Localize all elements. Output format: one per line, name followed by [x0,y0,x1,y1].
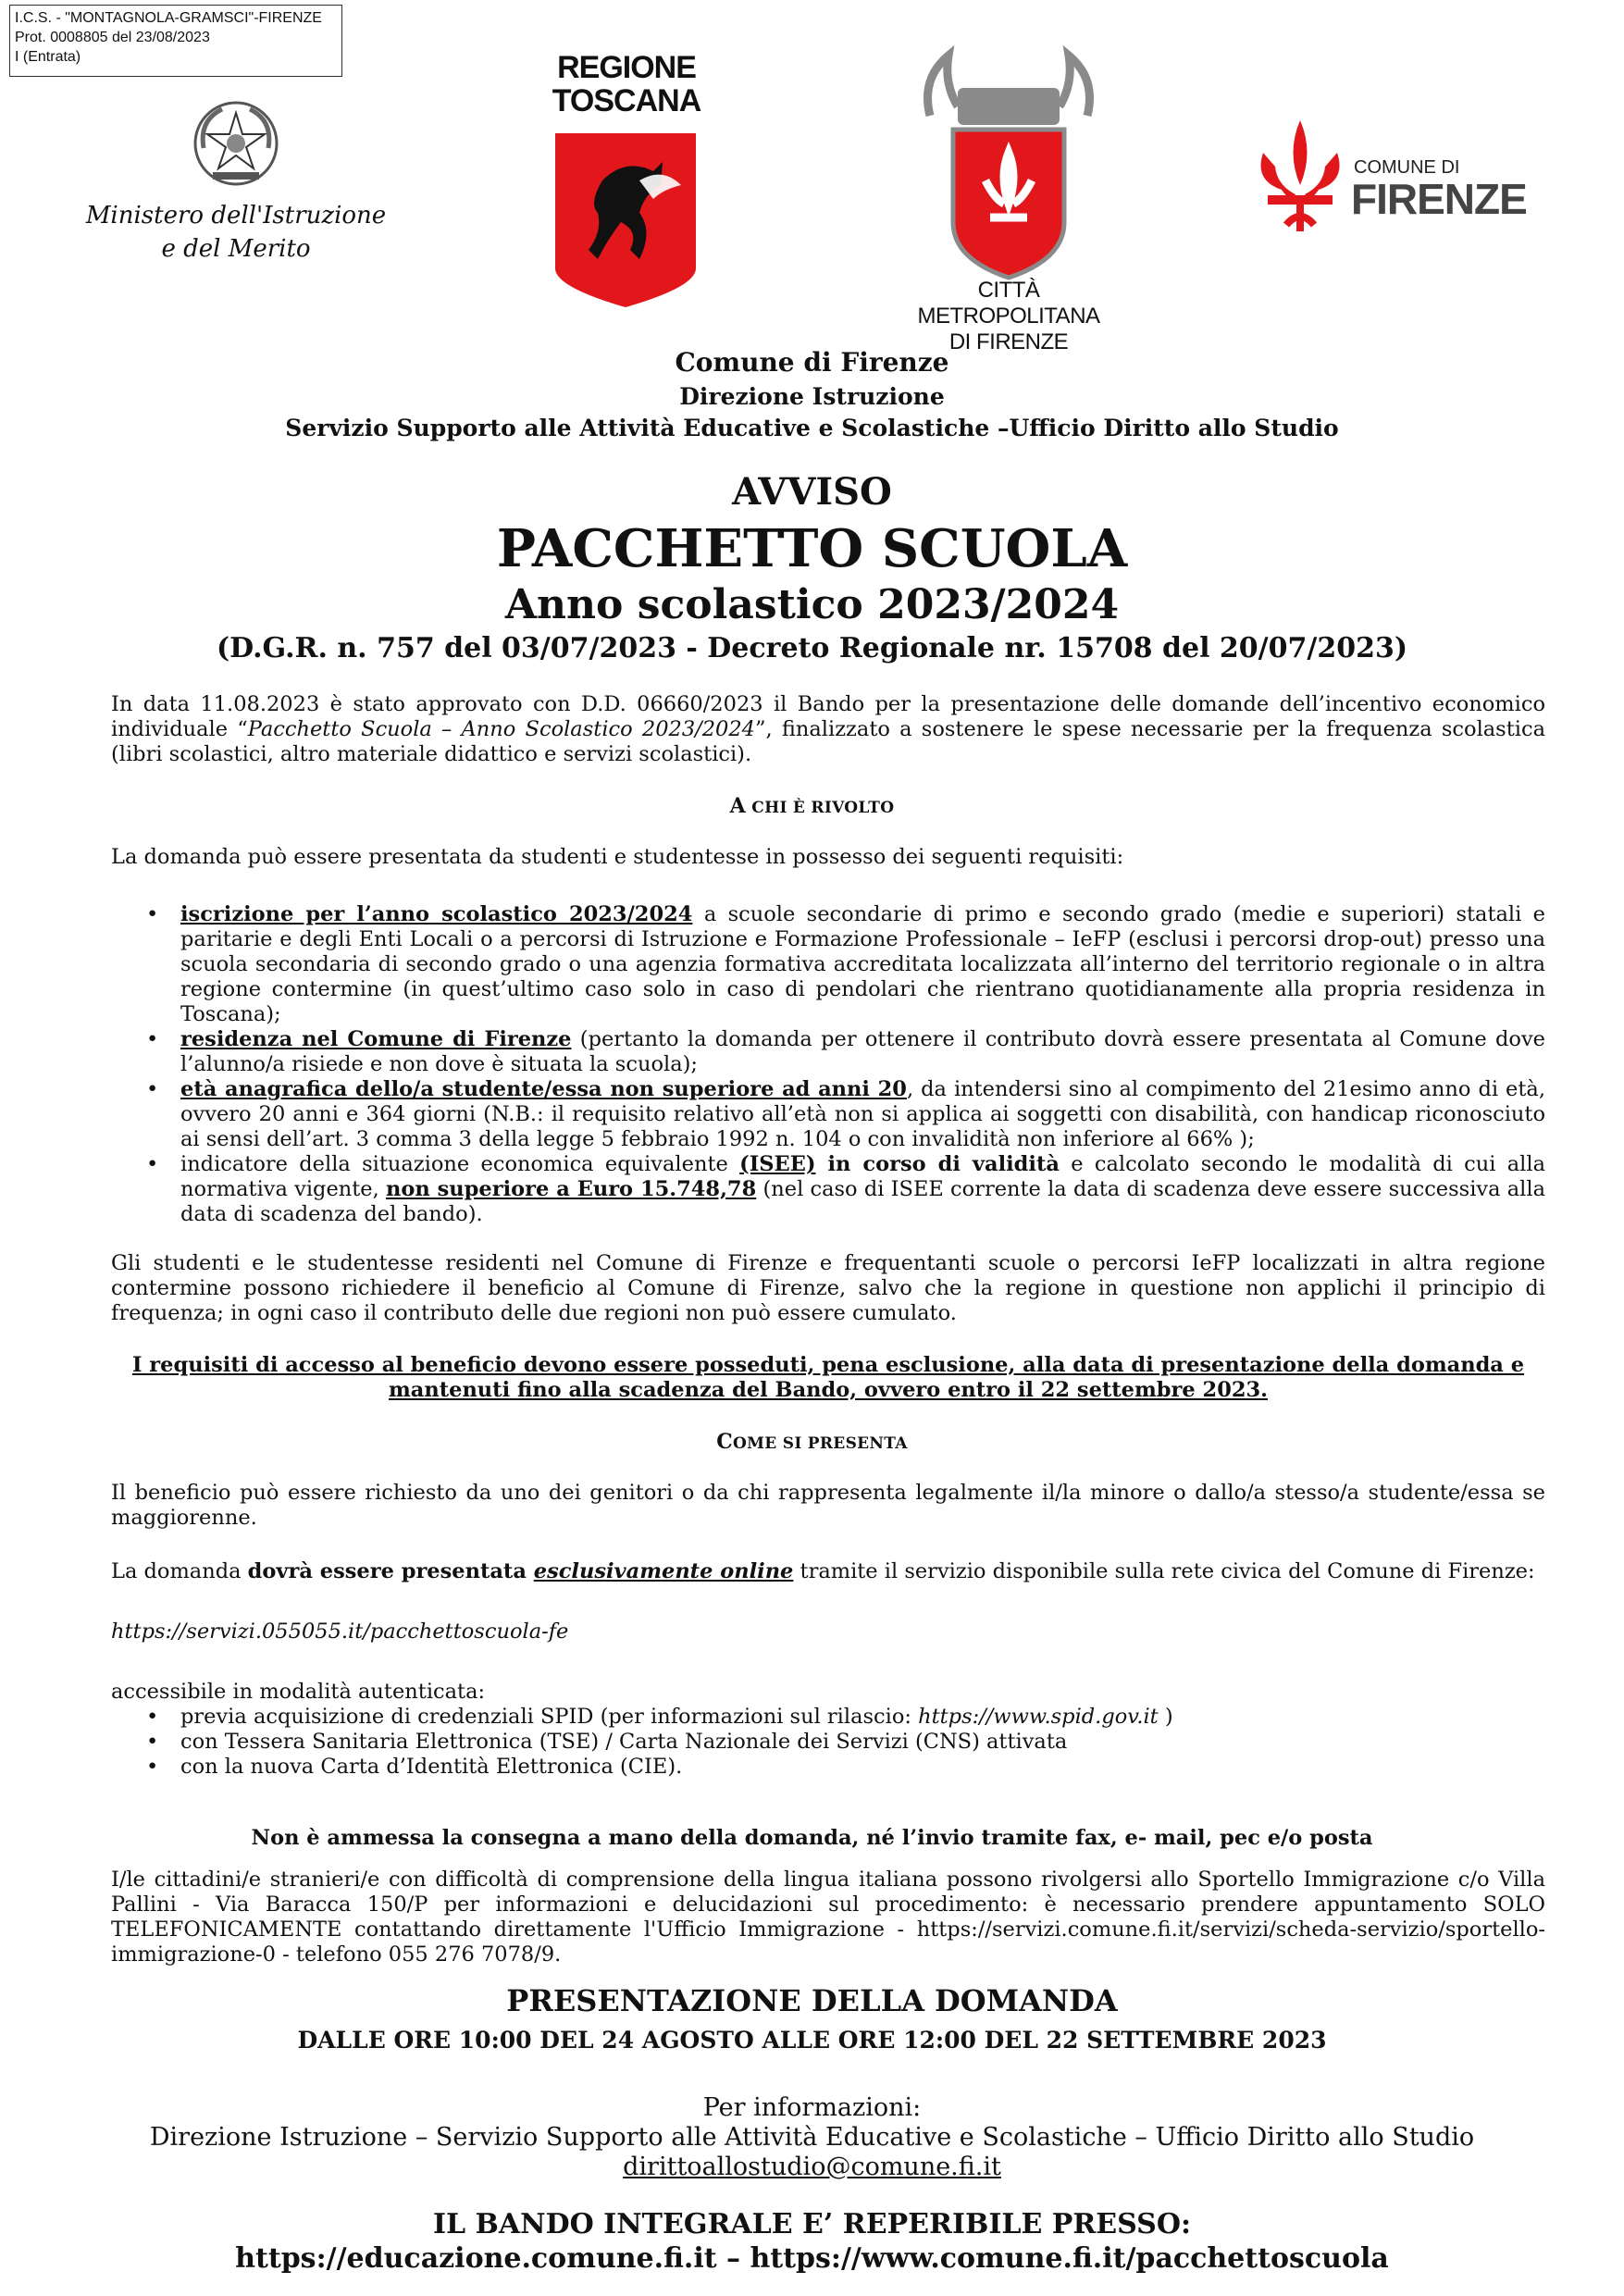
bullet-icon: • [146,1755,159,1779]
header-line-3: Servizio Supporto alle Attività Educative e Scolastiche –Ufficio Diritto allo Studio [285,415,1339,441]
citta-metropolitana-label [898,278,1120,355]
intro-text-1: In data 11.08.2023 è stato approvato con D.D. 06660/2023 il Bando per la presentazione delle domande dell’incentivo economico individuale “ [111,692,1545,741]
requirement-threshold: non superiore a Euro 15.748,78 [386,1177,757,1201]
requirement-bold: residenza nel Comune di Firenze [180,1027,572,1051]
access-text: con la nuova Carta d’Identità Elettronica (CIE). [180,1755,683,1779]
requirement-text: (pertanto la domanda per ottenere il contributo dovrà essere presentata al Comune dove l’alunno/a risiede e non dove è situata la scuola); [180,1027,1545,1076]
regione-toscana-line-1: REGIONE [557,50,696,85]
contermine-paragraph: Gli studenti e le studentesse residenti nel Comune di Firenze e frequentanti scuole o percorsi IeFP localizzati in altra regione contermine possono richiedere il beneficio al Comune di Firenze, salvo che la regione in questione non applichi il principio di frequenza; in ogni caso il contributo delle due regioni non può essere cumulato. [111,1251,1545,1325]
requirement-text: e calcolato secondo le modalità di cui alla normativa vigente, [180,1152,1545,1201]
title-reference: (D.G.R. n. 757 del 03/07/2023 - Decreto Regionale nr. 15708 del 20/07/2023) [216,632,1408,664]
presentation-title: PRESENTAZIONE DELLA DOMANDA [506,1983,1118,2018]
firenze-lily-icon [1249,116,1351,236]
requirements-notice: I requisiti di accesso al beneficio devono essere posseduti, pena esclusione, alla data di presentazione della domanda e mantenuti fino alla scadenza del Bando, ovvero entro il 22 settembre 2023. [131,1353,1525,1402]
list-item [111,902,1545,1027]
online-text-1: La domanda [111,1559,248,1583]
list-item [111,1027,1545,1077]
bando-links[interactable]: https://educazione.comune.fi.it – https://www.comune.fi.it/pacchettoscuola [235,2242,1389,2275]
section-title-come [0,1430,1624,1454]
stamp-line-2: Prot. 0008805 del 23/08/2023 [15,30,210,45]
section-b-cap: C [716,1430,734,1454]
citta-metropolitana-line-2: DI FIRENZE [948,329,1069,354]
bullet-icon: • [146,1152,159,1176]
section-a-rest: CHI È RIVOLTO [746,799,895,817]
access-text: ) [1158,1705,1173,1729]
header-line-2: Direzione Istruzione [679,383,945,410]
requirement-text: a scuole secondarie di primo e secondo grado (medie e superiori) statali e paritarie e degli Enti Locali o a percorsi di Istruzione e Formazione Professionale – IeFP (esclusi i percorsi drop-out) presso una scuola secondaria di secondo grado o una agenzia formativa accreditata localizzata all’interno del territorio regionale o in altra regione contermine (in quest’ultimo caso solo in caso di pendolari che rientrano quotidianamente alla propria residenza in Toscana); [180,902,1545,1026]
eligibility-paragraph: Il beneficio può essere richiesto da uno dei genitori o da chi rappresenta legalmente il/la minore o dallo/a stesso/a studente/essa se maggiorenne. [111,1481,1545,1530]
bullet-icon: • [146,1077,159,1101]
comune-firenze-big-label: FIRENZE [1351,175,1527,223]
no-hand-delivery-notice: Non è ammessa la consegna a mano della domanda, né l’invio tramite fax, e- mail, pec e/o posta [251,1826,1373,1850]
service-url-link[interactable]: https://servizi.055055.it/pacchettoscuola-fe [111,1620,569,1644]
list-item [111,1755,1545,1780]
citta-metropolitana-line-1: CITTÀ METROPOLITANA [917,278,1100,329]
requirement-isee: (ISEE) [739,1152,816,1176]
requirement-bold: età anagrafica dello/a studente/essa non superiore ad anni 20 [180,1077,907,1101]
online-text-bold: dovrà essere presentata [247,1559,534,1583]
list-item [111,1152,1545,1227]
info-office: Direzione Istruzione – Servizio Supporto alle Attività Educative e Scolastiche – Ufficio Diritto allo Studio [149,2123,1475,2152]
section-a-cap: A [729,794,747,818]
ministry-label-line-2: e del Merito [161,235,311,263]
bullet-icon: • [146,902,159,926]
requirement-text: , da intendersi sino al compimento del 21esimo anno di età, ovvero 20 anni e 364 giorni (N.B.: il requisito relativo all’età non si applica ai soggetti con disabilità, con handicap riconosciuto ai sensi dell’art. 3 comma 3 della legge 5 febbraio 1992 n. 104 o con invalidità non inferiore al 66% ); [180,1077,1545,1151]
header-line-1: Comune di Firenze [675,347,949,378]
requirement-bold: iscrizione per l’anno scolastico 2023/2024 [180,902,693,926]
intro-text-italic: Pacchetto Scuola – Anno Scolastico 2023/2024 [247,717,755,741]
bullet-icon: • [146,1027,159,1051]
ministry-label-line-1: Ministero dell'Istruzione [85,202,387,230]
presentation-dates: DALLE ORE 10:00 DEL 24 AGOSTO ALLE ORE 12:00 DEL 22 SETTEMBRE 2023 [297,2027,1327,2054]
info-heading: Per informazioni: [702,2093,922,2122]
access-lead: accessibile in modalità autenticata: [111,1680,486,1704]
comune-firenze-small-label: COMUNE DI [1354,157,1460,178]
title-year: Anno scolastico 2023/2024 [504,581,1120,628]
intro-text-2: ”, finalizzato a sostenere le spese necessarie per la frequenza scolastica (libri scolastici, altro materiale didattico e servizi scolastici). [111,717,1545,766]
page-title: PACCHETTO SCUOLA [496,518,1128,579]
bullet-icon: • [146,1730,159,1754]
citta-metropolitana-crest-icon [911,42,1106,282]
ministry-label [83,199,389,266]
section-b-rest: OME SI PRESENTA [733,1434,908,1453]
info-email-link[interactable]: dirittoallostudio@comune.fi.it [623,2153,1001,2181]
foreign-citizens-paragraph: I/le cittadini/e stranieri/e con difficoltà di comprensione della lingua italiana possono rivolgersi allo Sportello Immigrazione c/o Villa Pallini - Via Baracca 150/P per informazioni e delucidazioni sul procedimento: è necessario prendere appuntamento SOLO TELEFONICAMENTE contattando direttamente l'Ufficio Immigrazione - https://servizi.comune.fi.it/servizi/scheda-servizio/sportello-immigrazione-0 - telefono 055 276 7078/9. [111,1868,1545,1967]
bando-heading: IL BANDO INTEGRALE E’ REPERIBILE PRESSO: [432,2208,1192,2240]
regione-toscana-line-2: TOSCANA [552,83,701,118]
list-item [111,1705,1545,1730]
stamp-line-3: I (Entrata) [15,49,81,65]
access-text: previa acquisizione di credenziali SPID (per informazioni sul rilascio: [180,1705,919,1729]
online-paragraph [111,1559,1545,1584]
spid-link[interactable]: https://www.spid.gov.it [918,1705,1159,1729]
protocol-stamp [9,5,342,77]
requirement-text: indicatore della situazione economica equivalente [180,1152,740,1176]
list-item [111,1730,1545,1755]
requirements-list [111,902,1545,1227]
access-list [111,1705,1545,1780]
section-a-lead: La domanda può essere presentata da studenti e studentesse in possesso dei seguenti requisiti: [111,845,1124,869]
stamp-line-1: I.C.S. - "MONTAGNOLA-GRAMSCI"-FIRENZE [15,10,322,26]
requirement-text: (nel caso di ISEE corrente la data di scadenza deve essere successiva alla data di scadenza del bando). [180,1177,1545,1226]
intro-paragraph [111,692,1545,767]
online-text-2: tramite il servizio disponibile sulla rete civica del Comune di Firenze: [793,1559,1535,1583]
online-text-exclusive: esclusivamente online [533,1559,794,1583]
bullet-icon: • [146,1705,159,1729]
regione-toscana-title [534,51,719,118]
access-text: con Tessera Sanitaria Elettronica (TSE) / Carta Nazionale dei Servizi (CNS) attivata [180,1730,1068,1754]
section-title-a-chi [0,794,1624,818]
title-avviso: AVVISO [732,470,892,514]
regione-toscana-shield-icon [552,130,700,310]
requirement-validity: in corso di validità [815,1152,1060,1176]
italian-republic-emblem-icon [185,93,287,194]
list-item [111,1077,1545,1152]
